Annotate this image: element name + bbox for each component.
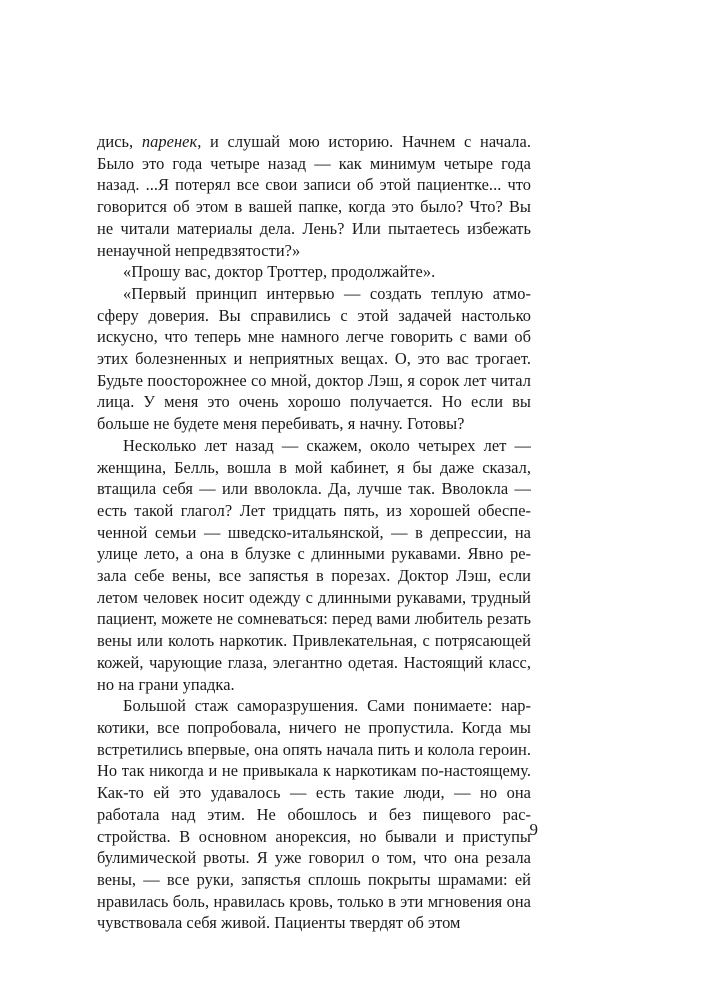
text-segment: дись, — [97, 132, 142, 151]
text-segment: , и слушай мою историю. Начнем с начала. Было это года четыре назад — как минимум четыре года назад. ...Я потерял все свои записи об этой пациентке... что говорится об этом в вашей папке, когда это было? Что? Вы не читали материалы дела. Лень? Или пытаетесь избежать ненаучной непредвзятости?» — [97, 132, 532, 260]
text-segment: Несколько лет назад — скажем, около четырех лет — женщина, Белль, вошла в мой кабинет, я бы даже сказал, втащила себя — или вволокла. Да, лучше так. Вволокла — есть такой глагол? Лет тридцать пять, из хорошей обеспеченной семьи — шведско-итальянской, — в депрессии, на улице лето, а она в блузке с длинными рукавами. Явно резала себе вены, все запястья в порезах. Доктор Лэш, если летом человек носит одежду с длинными рукавами, трудный пациент, можете не сомневаться: перед вами любитель резать вены или колоть наркотик. Привлекательная, с потрясающей кожей, чарующие глаза, элегантно одетая. Настоящий класс, но на грани упадка. — [97, 435, 531, 694]
body-text — [97, 131, 531, 934]
text-segment: Большой стаж саморазрушения. Сами понимаете: наркотики, все попробовала, ничего не пропустила. Когда мы встретились впервые, она опять начала пить и колола героин. Но так никогда и не привыкала к наркотикам по-настоящему. Как-то ей это удавалось — есть такие люди, — но она работала над этим. Не обошлось и без пищевого расстройства. В основном анорексия, но бывали и приступы булимической рвоты. Я уже говорил о том, что она резала вены, — все руки, запястья сплошь покрыты шрамами: ей нравилась боль, нравилась кровь, только в эти мгновения она чувствовала себя живой. Пациенты твердят об этом — [97, 696, 531, 933]
paragraph — [97, 283, 531, 435]
page-number: 9 — [529, 820, 538, 839]
text-segment: «Прошу вас, доктор Троттер, продолжайте». — [123, 262, 436, 282]
text-segment: «Первый принцип интервью — создать теплую атмосферу доверия. Вы справились с этой задачей настолько искусно, что теперь мне намного легче говорить с вами об этих болезненных и неприятных вещах. О, это вас трогает. Будьте поосторожнее со мной, доктор Лэш, я сорок лет читал лица. У меня это очень хорошо получается. Но если вы больше не будете меня перебивать, я начну. Готовы? — [97, 283, 531, 434]
italic-text: паренек — [141, 132, 198, 151]
paragraph — [97, 695, 531, 934]
paragraph — [97, 261, 531, 283]
paragraph — [97, 435, 531, 695]
paragraph — [97, 131, 531, 261]
